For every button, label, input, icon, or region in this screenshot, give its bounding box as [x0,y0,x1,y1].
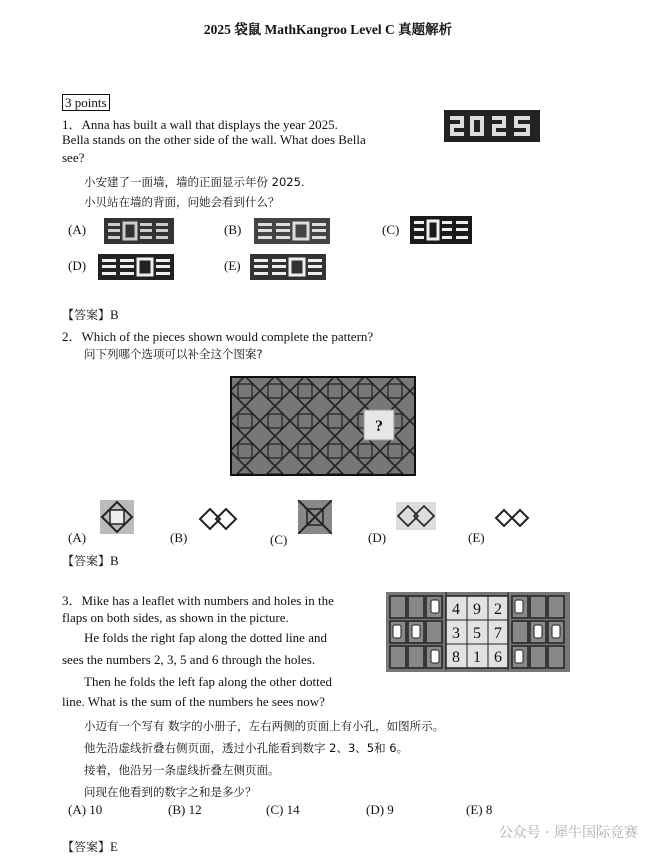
q2-option-d-label: (D) [368,530,387,545]
q1-option-a-label: (A) [68,222,87,237]
watermark: 公众号 · 犀牛国际竞赛 [498,825,638,841]
grid-cell: 5 [473,625,481,642]
q3-text-5: Then he folds the left fap along the other dotted [84,674,333,689]
q3-answer-value: E [110,839,118,854]
wall-2025-image [444,110,540,142]
grid-cell: 1 [473,649,481,666]
q3-option-d[interactable]: (D) 9 [366,802,394,817]
q2-text: 2．Which of the pieces shown would complete the pattern? [62,329,374,344]
q3-leaflet-image [386,592,570,672]
points-label: 3 points [62,94,110,111]
q1-text-3: see? [62,150,85,165]
q1-text-1: 1．Anna has built a wall that displays the year 2025. [62,117,338,132]
q1-option-c-label: (C) [382,222,400,237]
q3-text-4: sees the numbers 2, 3, 5 and 6 through the holes. [62,652,316,667]
grid-cell: 8 [452,649,460,666]
q2-answer-label: 【答案】 [62,554,111,568]
q1-option-b-image[interactable] [254,218,330,244]
q1-option-e-label: (E) [224,258,241,273]
q2-option-a-label: (A) [68,530,87,545]
q2-option-b-label: (B) [170,530,188,545]
q2-option-c-label: (C) [270,532,288,547]
q2-option-a-image[interactable] [100,500,134,534]
grid-cell: 9 [473,601,481,618]
q3-answer [62,838,118,855]
q2-option-e-label: (E) [468,530,485,545]
q1-answer-value: B [110,307,119,322]
q1-option-e-image[interactable] [250,254,326,280]
q2-option-d-image[interactable] [396,502,436,530]
q3-answer-label: 【答案】 [62,840,111,854]
q3-cn-3: 接着，他沿另一条虚线折叠左侧页面。 [84,763,280,777]
grid-cell: 2 [494,601,502,618]
q2-option-e-image[interactable] [494,506,530,530]
q1-answer [62,306,119,323]
q3-option-a[interactable]: (A) 10 [68,802,103,817]
q2-option-b-image[interactable] [198,504,238,534]
q1-answer-label: 【答案】 [62,308,111,322]
page-title: 2025 袋鼠 MathKangroo Level C 真题解析 [203,22,453,37]
q1-option-d-label: (D) [68,258,87,273]
q2-missing-mark: ? [375,418,383,435]
q2-option-c-image[interactable] [298,500,332,534]
q3-option-b[interactable]: (B) 12 [168,802,202,817]
grid-cell: 6 [494,649,502,666]
grid-cell: 4 [452,601,460,618]
q1-text-2: Bella stands on the other side of the wall. What does Bella [62,132,366,147]
q3-option-e[interactable]: (E) 8 [466,802,493,817]
q3-text-1: 3．Mike has a leaflet with numbers and holes in the [62,593,334,608]
q1-cn-1: 小安建了一面墙，墙的正面显示年份 2025. [84,175,305,189]
q2-answer [62,552,119,569]
q1-option-a-image[interactable] [104,218,174,244]
q2-cn: 问下列哪个选项可以补全这个图案? [84,347,263,361]
q2-pattern-image [230,376,416,476]
q2-answer-value: B [110,553,119,568]
q3-text-3: He folds the right fap along the dotted line and [84,630,327,645]
q1-option-c-image[interactable] [410,216,472,244]
q1-cn-2: 小贝站在墙的背面，问她会看到什么？ [84,195,280,209]
q1-option-d-image[interactable] [98,254,174,280]
grid-cell: 7 [494,625,502,642]
q3-cn-4: 问现在他看到的数字之和是多少？ [84,785,257,799]
grid-cell: 3 [452,625,460,642]
q3-option-c[interactable]: (C) 14 [266,802,300,817]
q1-option-b-label: (B) [224,222,242,237]
q3-text-2: flaps on both sides, as shown in the picture. [62,610,289,625]
q3-cn-1: 小迈有一个写有 数字的小册子，左右两侧的页面上有小孔，如图所示。 [84,719,445,733]
q3-cn-2: 他先沿虚线折叠右侧页面，透过小孔能看到数字 2、3、5和 6。 [84,741,409,755]
q3-text-6: line. What is the sum of the numbers he sees now? [62,694,325,709]
